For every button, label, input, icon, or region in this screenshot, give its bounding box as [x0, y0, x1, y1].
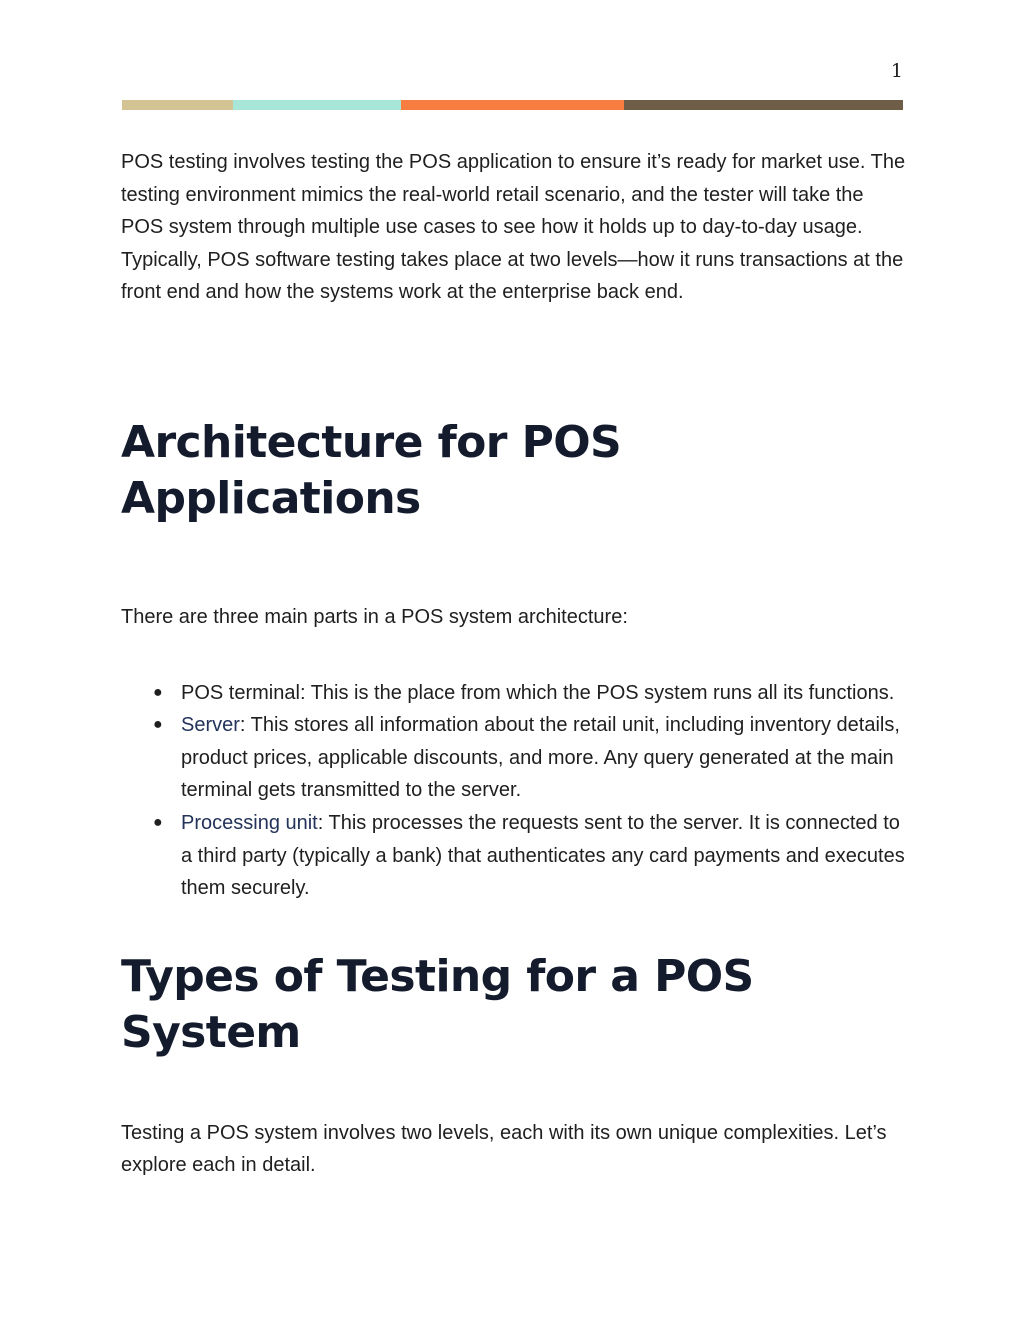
header-color-bar [122, 100, 903, 110]
bullet-icon: ● [153, 813, 163, 831]
document-body [121, 146, 906, 1182]
architecture-list [121, 677, 906, 905]
color-bar-segment-brown [624, 100, 903, 110]
list-item-text: : This stores all information about the retail unit, including inventory details, product prices, applicable discounts, and more. Any query generated at the main terminal gets transmitted to the server. [181, 714, 900, 802]
testing-types-heading: Types of Testing for a POS System [121, 950, 754, 1058]
architecture-intro: There are three main parts in a POS system architecture: [121, 605, 628, 628]
intro-paragraph: POS testing involves testing the POS application to ensure it’s ready for market use. The testing environment mimics the real-world retail scenario, and the tester will take the POS system through multiple use cases to see how it holds up to day-to-day usage. Typically, POS software testing takes place at two levels—how it runs transactions at the front end and how the systems work at the enterprise back end. [121, 151, 906, 304]
color-bar-segment-mint [233, 100, 401, 110]
list-item-text: : This processes the requests sent to the server. It is connected to a third party (typically a bank) that authenticates any card payments and executes them securely. [181, 811, 905, 900]
list-item-term: POS terminal [181, 681, 300, 704]
page-number: 1 [890, 60, 903, 82]
architecture-heading: Architecture for POS Applications [121, 416, 622, 524]
list-item-text: : This is the place from which the POS system runs all its functions. [299, 681, 895, 704]
testing-types-intro: Testing a POS system involves two levels, each with its own unique complexities. Let’s explore each in detail. [121, 1121, 887, 1177]
list-item [121, 807, 906, 905]
color-bar-segment-tan [122, 100, 233, 110]
list-item [121, 677, 906, 710]
list-item [121, 709, 906, 807]
color-bar-segment-orange [401, 100, 624, 110]
list-item-term: Server [181, 714, 240, 737]
bullet-icon: ● [153, 716, 163, 734]
list-item-term: Processing unit [181, 811, 318, 834]
bullet-icon: ● [153, 683, 163, 701]
